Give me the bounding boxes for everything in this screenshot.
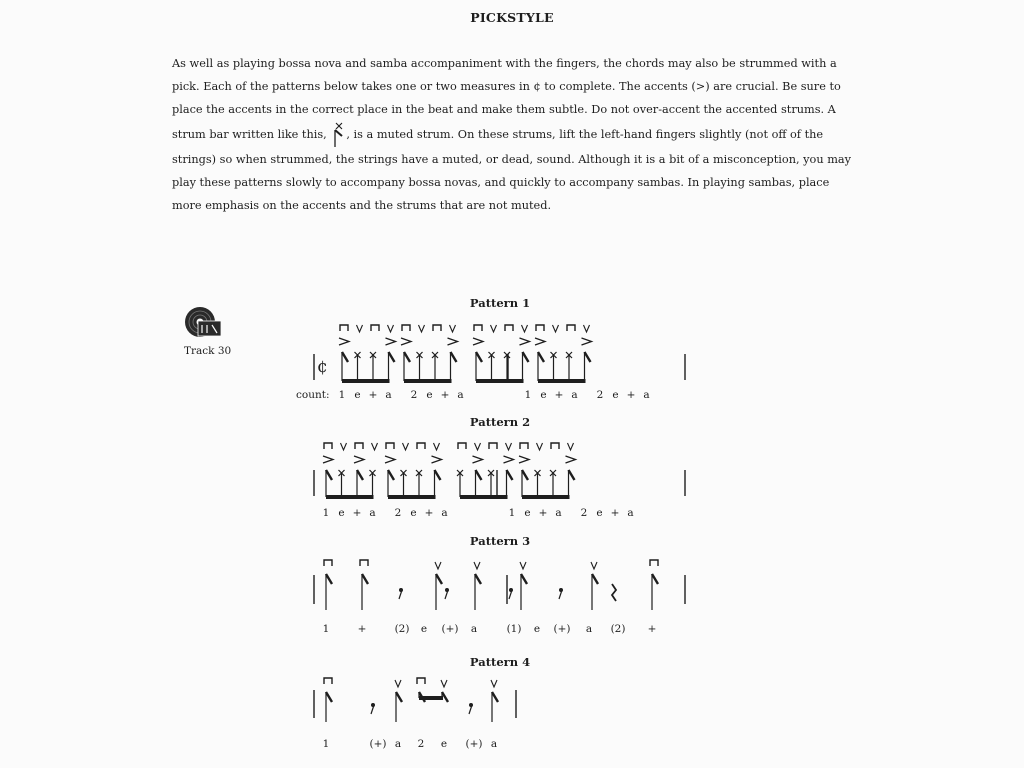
accent-mark bbox=[520, 338, 530, 345]
strum-slash bbox=[569, 470, 575, 480]
beam bbox=[522, 495, 570, 499]
strum-slash bbox=[592, 574, 598, 584]
strum-slash bbox=[357, 470, 363, 480]
upstroke-symbol bbox=[474, 562, 480, 569]
strum-slash bbox=[521, 574, 527, 584]
upstroke-symbol bbox=[568, 443, 574, 450]
downstroke-symbol bbox=[417, 443, 425, 449]
strum-slash bbox=[362, 574, 368, 584]
strum-slash bbox=[522, 470, 528, 480]
beam bbox=[419, 696, 443, 700]
downstroke-symbol bbox=[355, 443, 363, 449]
count-syllable: 2 bbox=[417, 738, 425, 750]
upstroke-symbol bbox=[591, 562, 597, 569]
strum-slash bbox=[538, 352, 544, 362]
upstroke-symbol bbox=[441, 680, 447, 687]
count-syllable: + bbox=[440, 389, 450, 401]
upstroke-symbol bbox=[419, 325, 425, 332]
downstroke-symbol bbox=[417, 678, 425, 684]
count-syllable: + bbox=[357, 623, 367, 635]
strum-slash bbox=[475, 574, 481, 584]
strum-slash bbox=[652, 574, 658, 584]
upstroke-symbol bbox=[403, 443, 409, 450]
downstroke-symbol bbox=[324, 560, 332, 566]
count-syllable: a bbox=[555, 507, 562, 519]
count-syllable: a bbox=[585, 623, 593, 635]
strum-slash bbox=[451, 352, 457, 362]
intro-text-before: As well as playing bossa nova and samba accompaniment with the fingers, the chords may also be strummed with a pick. Each of the patterns below takes one or two measures in ¢ to complete. The accents (>) are crucial. Be sure to place the accents in the correct place in the beat and make them subtle. Do not over-accent the accented strums. A strum bar written like this, bbox=[172, 57, 841, 141]
beam bbox=[326, 495, 374, 499]
count-syllable: + bbox=[538, 507, 548, 519]
count-syllable: 1 bbox=[322, 507, 330, 519]
accent-mark bbox=[339, 338, 349, 345]
strum-slash bbox=[389, 352, 395, 362]
accent-mark bbox=[566, 456, 576, 463]
downstroke-symbol bbox=[324, 678, 332, 684]
upstroke-symbol bbox=[388, 325, 394, 332]
count-syllable: 1 bbox=[322, 738, 330, 750]
strum-slash bbox=[396, 692, 402, 702]
upstroke-symbol bbox=[520, 562, 526, 569]
downstroke-symbol bbox=[520, 443, 528, 449]
count-syllable: + bbox=[352, 507, 362, 519]
upstroke-symbol bbox=[553, 325, 559, 332]
count-syllable: (+) bbox=[369, 738, 387, 750]
count-syllable: e bbox=[612, 389, 619, 401]
downstroke-symbol bbox=[474, 325, 482, 331]
count-label: count: bbox=[296, 389, 330, 401]
strum-slash bbox=[435, 470, 441, 480]
count-syllable: a bbox=[457, 389, 464, 401]
count-syllable: 1 bbox=[322, 623, 330, 635]
accent-mark bbox=[354, 456, 364, 463]
accent-mark bbox=[432, 456, 442, 463]
count-syllable: e bbox=[440, 738, 448, 750]
downstroke-symbol bbox=[551, 443, 559, 449]
intro-text-after: , is a muted strum. On these strums, lift the left-hand fingers slightly (not off of the strings) so when strummed, the strings have a muted, or dead, sound. Although it is a bit of a misconception, you may play these patterns slowly to accompany bossa novas, and quickly to accompany sambas. In playing sambas, place more emphasis on the accents and the strums that are not muted. bbox=[172, 127, 852, 213]
count-syllable: (2) bbox=[394, 623, 410, 635]
count-syllable: a bbox=[385, 389, 392, 401]
strum-slash bbox=[507, 470, 513, 480]
downstroke-symbol bbox=[489, 443, 497, 449]
count-syllable: (+) bbox=[553, 623, 571, 635]
count-syllable: + bbox=[647, 623, 657, 635]
beam bbox=[404, 379, 452, 383]
count-syllable: a bbox=[470, 623, 478, 635]
upstroke-symbol bbox=[435, 562, 441, 569]
pattern-2-title: Pattern 2 bbox=[469, 415, 531, 429]
count-syllable: 1 bbox=[338, 389, 346, 401]
upstroke-symbol bbox=[395, 680, 401, 687]
accent-mark bbox=[473, 338, 483, 345]
quarter-rest bbox=[612, 584, 616, 601]
upstroke-symbol bbox=[522, 325, 528, 332]
accent-mark bbox=[473, 456, 483, 463]
count-syllable: 1 bbox=[508, 507, 516, 519]
count-syllable: (+) bbox=[441, 623, 459, 635]
upstroke-symbol bbox=[341, 443, 347, 450]
upstroke-symbol bbox=[506, 443, 512, 450]
downstroke-symbol bbox=[360, 560, 368, 566]
upstroke-symbol bbox=[491, 680, 497, 687]
strum-slash bbox=[523, 352, 529, 362]
beam bbox=[476, 379, 524, 383]
accent-mark bbox=[504, 456, 514, 463]
accent-mark bbox=[385, 456, 395, 463]
count-syllable: a bbox=[394, 738, 402, 750]
count-syllable: a bbox=[441, 507, 448, 519]
count-syllable: e bbox=[524, 507, 531, 519]
downstroke-symbol bbox=[433, 325, 441, 331]
downstroke-symbol bbox=[536, 325, 544, 331]
downstroke-symbol bbox=[458, 443, 466, 449]
downstroke-symbol bbox=[324, 443, 332, 449]
pattern-3-title: Pattern 3 bbox=[469, 534, 531, 548]
count-syllable: e bbox=[338, 507, 345, 519]
upstroke-symbol bbox=[584, 325, 590, 332]
downstroke-symbol bbox=[371, 325, 379, 331]
downstroke-symbol bbox=[567, 325, 575, 331]
count-syllable: 1 bbox=[524, 389, 532, 401]
strum-slash bbox=[476, 470, 482, 480]
count-syllable: e bbox=[354, 389, 361, 401]
count-syllable: + bbox=[610, 507, 620, 519]
strum-slash bbox=[585, 352, 591, 362]
strum-slash bbox=[388, 470, 394, 480]
count-syllable: a bbox=[490, 738, 498, 750]
count-syllable: e bbox=[533, 623, 541, 635]
count-syllable: a bbox=[643, 389, 650, 401]
beam bbox=[538, 379, 586, 383]
upstroke-symbol bbox=[372, 443, 378, 450]
upstroke-symbol bbox=[357, 325, 363, 332]
downstroke-symbol bbox=[386, 443, 394, 449]
accent-mark bbox=[323, 456, 333, 463]
accent-mark bbox=[448, 338, 458, 345]
count-syllable: e bbox=[410, 507, 417, 519]
count-syllable: a bbox=[627, 507, 634, 519]
count-syllable: 2 bbox=[394, 507, 402, 519]
upstroke-symbol bbox=[434, 443, 440, 450]
accent-mark bbox=[386, 338, 396, 345]
count-syllable: 2 bbox=[410, 389, 418, 401]
accent-mark bbox=[519, 456, 529, 463]
beam bbox=[388, 495, 436, 499]
count-syllable: (+) bbox=[465, 738, 483, 750]
upstroke-symbol bbox=[491, 325, 497, 332]
count-syllable: (1) bbox=[506, 623, 522, 635]
beam bbox=[342, 379, 390, 383]
count-syllable: a bbox=[571, 389, 578, 401]
count-syllable: + bbox=[554, 389, 564, 401]
strum-slash bbox=[326, 574, 332, 584]
downstroke-symbol bbox=[650, 560, 658, 566]
count-syllable: e bbox=[420, 623, 428, 635]
strum-slash bbox=[492, 692, 498, 702]
track-label: Track 30 bbox=[184, 345, 232, 357]
count-syllable: + bbox=[368, 389, 378, 401]
count-syllable: + bbox=[424, 507, 434, 519]
strum-slash bbox=[342, 352, 348, 362]
strum-slash bbox=[476, 352, 482, 362]
count-syllable: (2) bbox=[610, 623, 626, 635]
upstroke-symbol bbox=[450, 325, 456, 332]
time-signature: ¢ bbox=[317, 357, 328, 377]
pattern-1-title: Pattern 1 bbox=[469, 296, 531, 310]
strum-slash bbox=[326, 470, 332, 480]
pattern-4-title: Pattern 4 bbox=[469, 655, 531, 669]
accent-mark bbox=[535, 338, 545, 345]
count-syllable: 2 bbox=[580, 507, 588, 519]
accent-mark bbox=[401, 338, 411, 345]
count-syllable: e bbox=[540, 389, 547, 401]
strum-slash bbox=[326, 692, 332, 702]
strum-slash bbox=[436, 574, 442, 584]
upstroke-symbol bbox=[475, 443, 481, 450]
downstroke-symbol bbox=[402, 325, 410, 331]
count-syllable: 2 bbox=[596, 389, 604, 401]
count-syllable: + bbox=[626, 389, 636, 401]
strum-slash bbox=[404, 352, 410, 362]
count-syllable: e bbox=[426, 389, 433, 401]
count-syllable: e bbox=[596, 507, 603, 519]
upstroke-symbol bbox=[537, 443, 543, 450]
page-title: PICKSTYLE bbox=[470, 10, 554, 25]
downstroke-symbol bbox=[340, 325, 348, 331]
beam bbox=[460, 495, 508, 499]
count-syllable: a bbox=[369, 507, 376, 519]
accent-mark bbox=[582, 338, 592, 345]
downstroke-symbol bbox=[505, 325, 513, 331]
